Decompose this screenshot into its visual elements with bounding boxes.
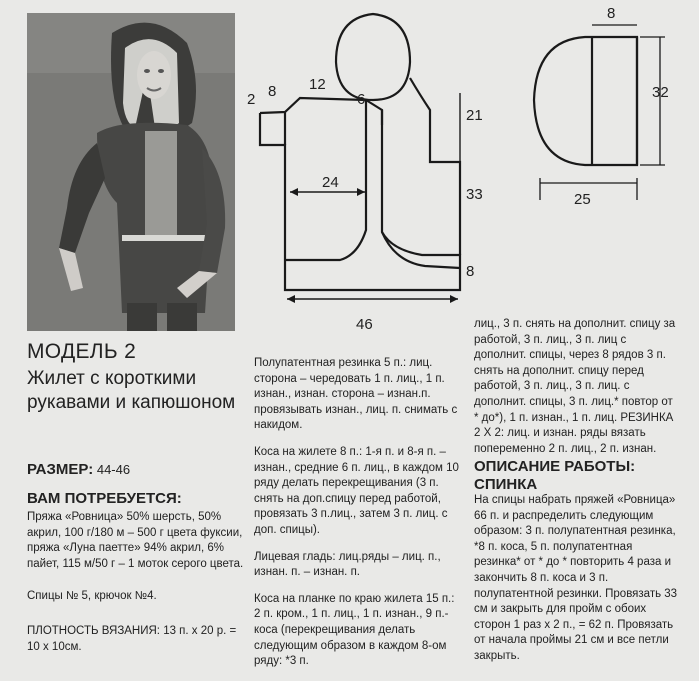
- dim-hood-width: 25: [574, 191, 591, 208]
- back-instructions: [474, 493, 680, 676]
- dim-hood-top: 8: [607, 5, 616, 22]
- hood-dimension-lines: [540, 25, 665, 200]
- materials-yarn: Пряжа «Ровница» 50% шерсть, 50% акрил, 100 г/180 м – 500 г цвета фуксии, пряжа «Луна паетте» 94% акрил, 6% пайет, 115 м/50 г – 1 моток серого цвета.: [27, 511, 244, 570]
- materials-heading: ВАМ ПОТРЕБУЕТСЯ:: [27, 490, 182, 507]
- size-line: [27, 461, 130, 478]
- half-fisherman-rib: Полупатентная резинка 5 п.: лиц. сторона – чередовать 1 п. лиц., 1 п. изнан., изнан. сторона – изнан.п. провязывать изнан., лиц. п. снимать с накидом.: [254, 357, 458, 432]
- work-description-heading: ОПИСАНИЕ РАБОТЫ: СПИНКА: [474, 458, 636, 493]
- size-value: 44-46: [96, 462, 131, 477]
- placket-cable: Коса на планке по краю жилета 15 п.: 2 п. кром., 1 п. лиц., 1 п. изнан., 9 п.- коса (перекрещивания делать следующим образом в каждом 8-ом ряду: *3 п.: [254, 592, 455, 668]
- materials-needles: Спицы № 5, крючок №4.: [27, 590, 157, 602]
- dim-hood-height: 32: [652, 84, 669, 101]
- back-instructions-text: На спицы набрать пряжей «Ровница» 66 п. и распределить следующим образом: 3 п. полупатентная резинка, *8 п. коса, 5 п. полупатентная резинка* от * до * повторить 4 раза и закончить 8 п. коса и 3 п. полупатентной резинки. Провязать 33 см и закрыть для пройм с обоих сторон 1 раз х 2 п., = 62 п. Провязать от начала проймы 21 см и все петли закрыть.: [474, 494, 678, 662]
- dim-half-width: 24: [322, 174, 339, 191]
- cable-continuation: [474, 317, 680, 468]
- hood-outline: [534, 37, 637, 165]
- dim-sleeve-top: 8: [268, 83, 277, 100]
- cable-on-vest: Коса на жилете 8 п.: 1-я п. и 8-я п. – изнан., средние 6 п. лиц., в каждом 10 ряду делать перекрещивания (3 п. снять на доп.спицу перед работой, провязать 3 п.лиц., затем 3 п. лиц. с доп. спицы).: [254, 445, 459, 536]
- dim-shoulder: 12: [309, 76, 326, 93]
- model-title: МОДЕЛЬ 2: [27, 340, 137, 363]
- size-label: РАЗМЕР:: [27, 461, 94, 478]
- stitch-patterns-column: [254, 356, 459, 681]
- dim-body-length: 33: [466, 186, 483, 203]
- dim-armhole: 21: [466, 107, 483, 124]
- knitting-density: ПЛОТНОСТЬ ВЯЗАНИЯ: 13 п. х 20 р. = 10 х 10см.: [27, 625, 237, 653]
- cable-continuation-text: лиц., 3 п. снять на дополнит. спицу за работой, 3 п. лиц., 3 п. лиц с дополнит. спицы, через 8 рядов 3 п. снять на дополнит. спицу перед работой, 3 п. лиц., 3 п. лиц. с дополнит. спицы, 3 п. лиц.* повтор от * до*), 1 п. изнан., 1 п. лиц. РЕЗИНКА 2 Х 2: лиц. и изнан. ряды вязать попеременно 2 п. лиц., 2 п. изнан.: [474, 318, 676, 455]
- dim-neck: 6: [357, 91, 366, 108]
- model-subtitle: Жилет с короткими рукавами и капюшоном: [27, 368, 236, 413]
- stockinette: Лицевая гладь: лиц.ряды – лиц. п., изнан. п. – изнан. п.: [254, 550, 441, 579]
- dim-band: 8: [466, 263, 475, 280]
- dim-bottom-width: 46: [356, 316, 373, 333]
- dim-shoulder-left: 2: [247, 91, 256, 108]
